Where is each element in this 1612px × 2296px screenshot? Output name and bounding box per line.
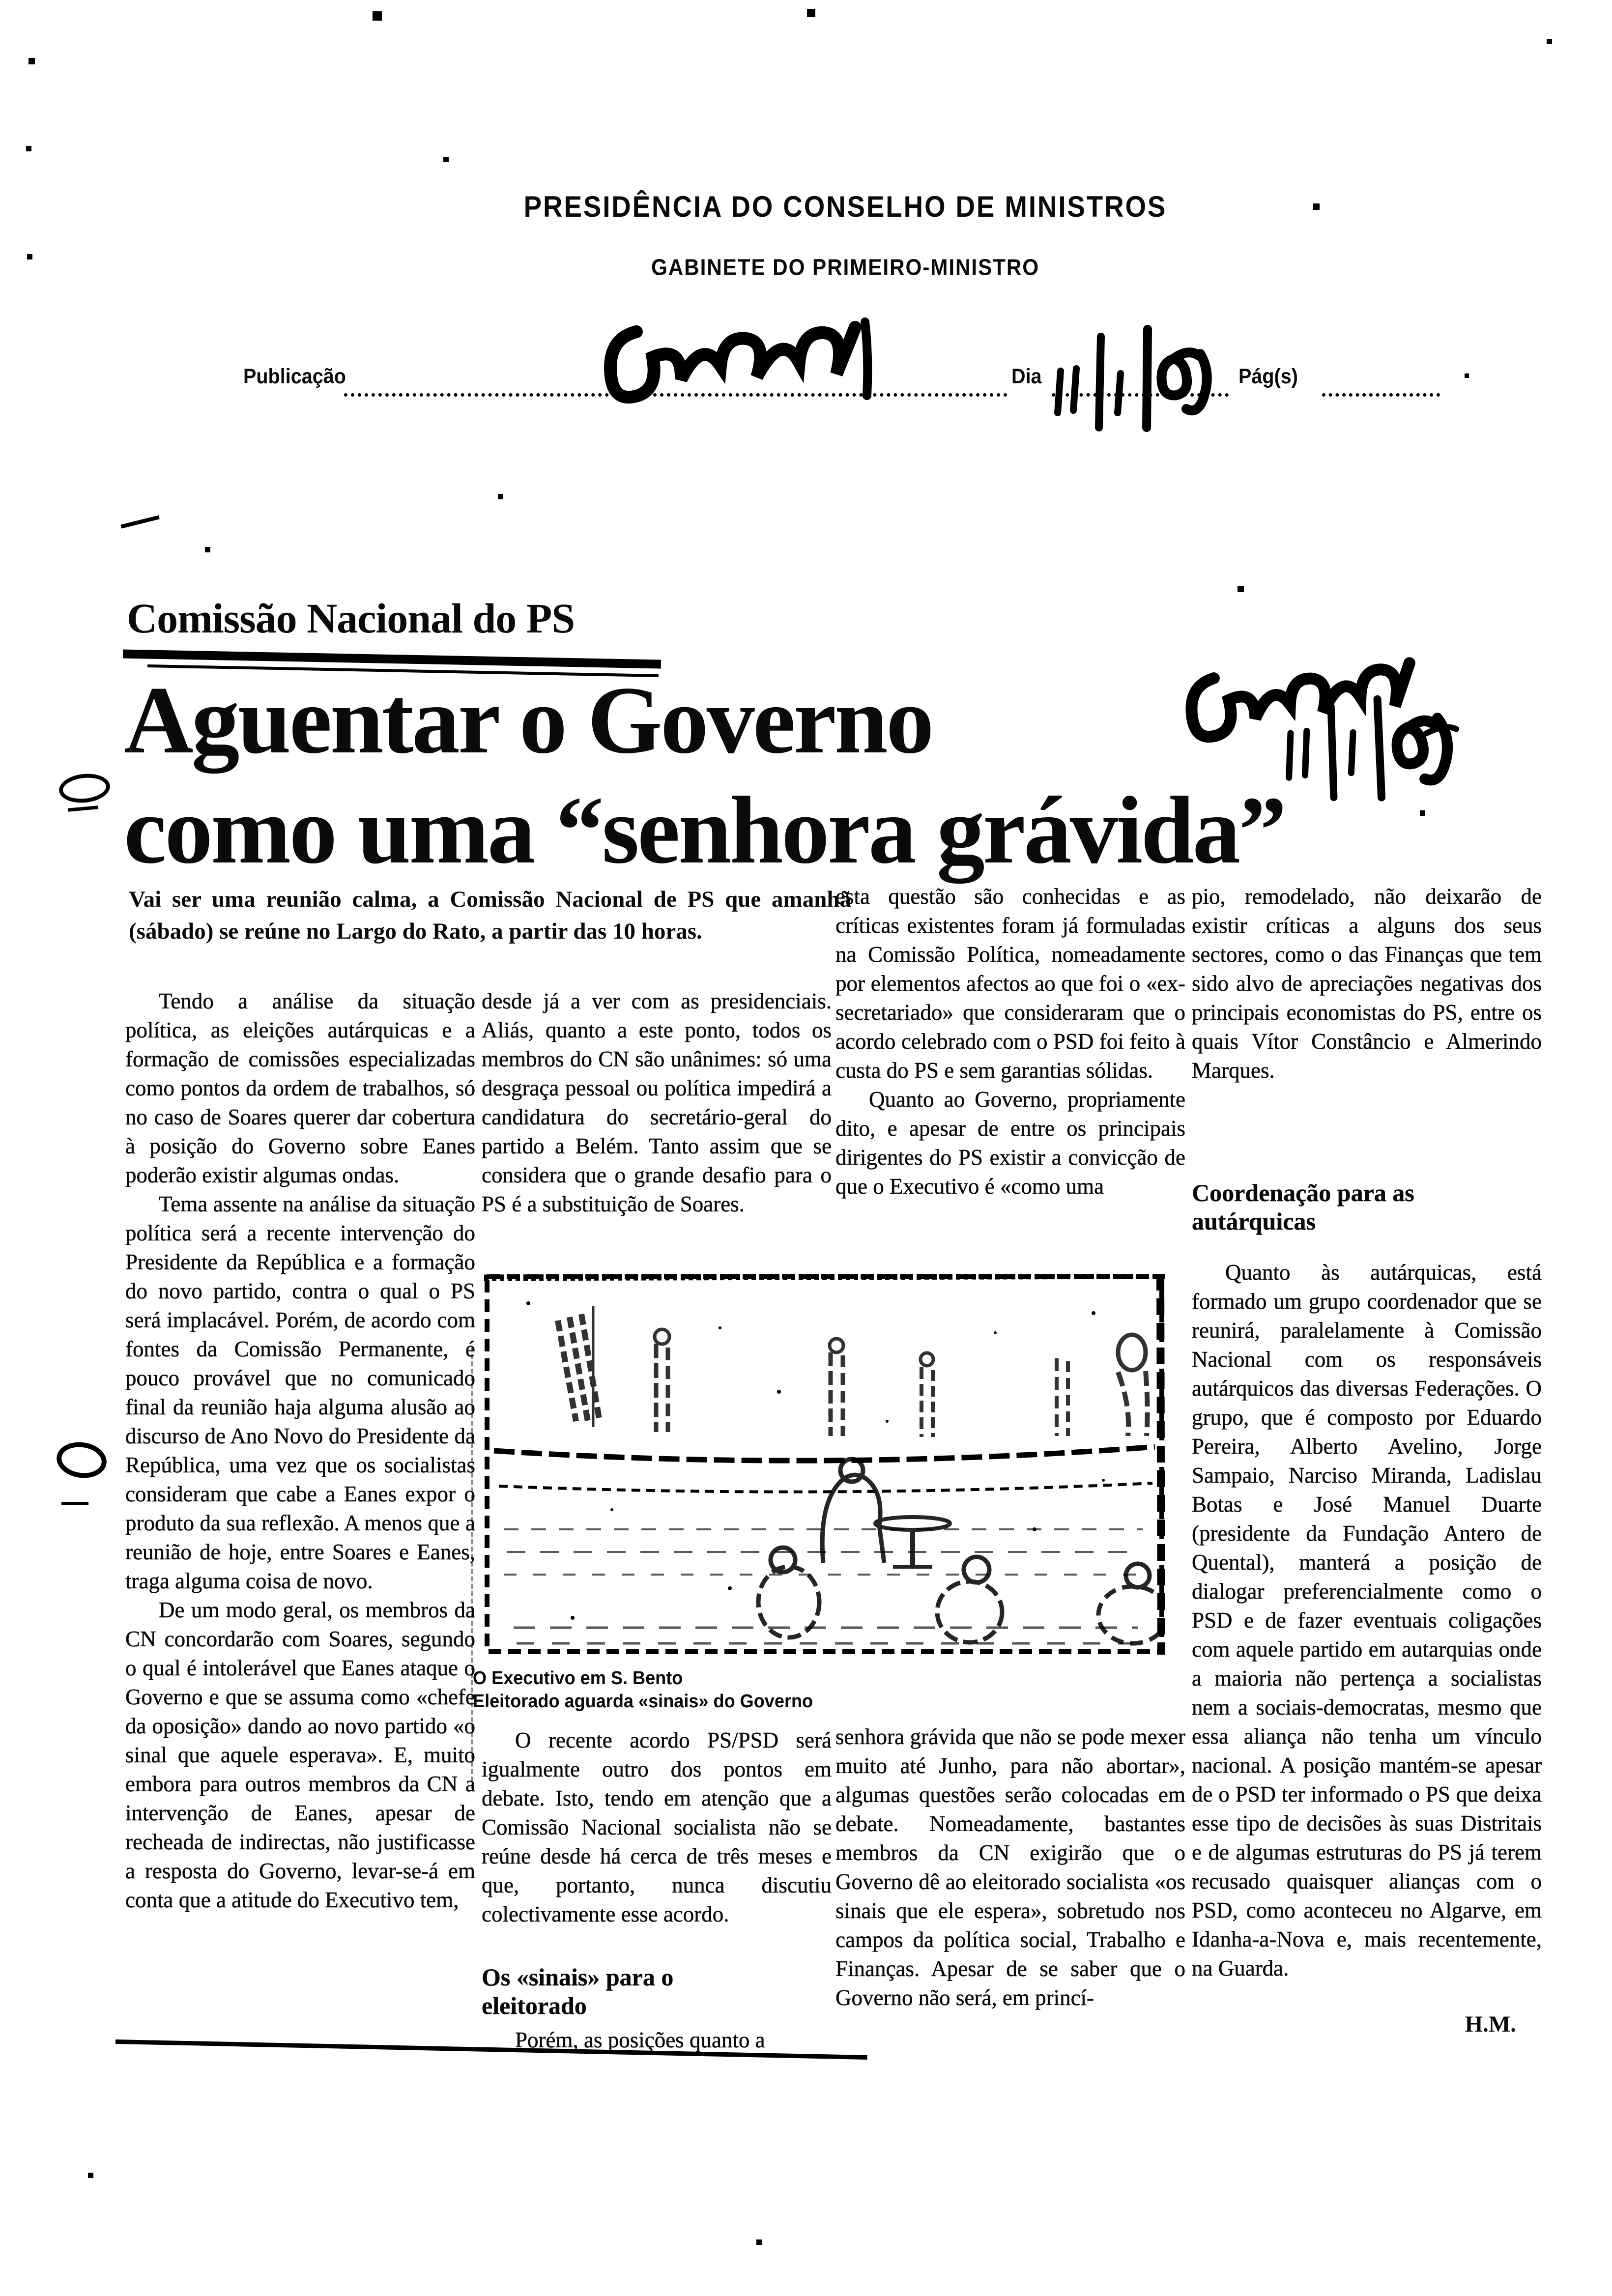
- letterhead-line1: PRESIDÊNCIA DO CONSELHO DE MINISTROS: [523, 190, 1167, 224]
- paragraph: Quanto ao Governo, propriamente dito, e apesar de entre os principais dirigentes do PS existir a convicção de que o Executivo é «como uma: [835, 1087, 1185, 1199]
- publicacao-label: Publicação: [243, 365, 346, 388]
- column-3-top: [835, 882, 1185, 1275]
- subhead-coordenacao: Coordenação para as autárquicas: [1192, 1179, 1414, 1235]
- margin-circle-mark: [54, 1439, 109, 1481]
- handwritten-publication: [590, 305, 924, 418]
- kicker: Comissão Nacional do PS: [127, 595, 575, 642]
- scan-specks: [0, 0, 2, 2]
- paragraph: esta questão são conhecidas e as críticas existentes foram já formuladas na Comissão Política, nomeadamente por elementos afectos ao que foi o «ex-secretariado» que consideraram que o acordo celebrado com o PSD foi feito à custa do PS e sem garantias sólidas.: [835, 884, 1185, 1083]
- photo-caption-sub: Eleitorado aguarda «sinais» do Governo: [473, 1691, 813, 1712]
- headline-line1: Aguentar o Governo: [124, 667, 932, 774]
- column-3-bottom: [835, 1722, 1185, 2155]
- pags-label: Pág(s): [1238, 365, 1298, 388]
- column-2-top: [482, 987, 832, 1271]
- paragraph: Porém, as posições quanto a: [515, 2028, 765, 2052]
- paragraph: De um modo geral, os membros da CN concordarão com Soares, segundo o qual é intolerável que Eanes ataque o Governo e que se assuma como «chefe da oposição» dando ao novo partido «o sinal que aquele esperava». E, muito embora para outros membros da CN a intervenção de Eanes, apesar de recheada de indirectas, não justificasse a resposta do Governo, levar-se-á em conta que a atitude do Executivo tem,: [125, 1598, 475, 1912]
- letterhead-line2: GABINETE DO PRIMEIRO-MINISTRO: [651, 254, 1040, 280]
- paragraph: Tema assente na análise da situação política será a recente intervenção do Presidente da República e a formação do novo partido, contra o qual o PS será implacável. Porém, de acordo com fontes da Comissão Permanente, é pouco provável que no comunicado final da reunião haja alguma alusão ao discurso de Ano Novo do Presidente da República, uma vez que os socialistas consideram que cabe a Eanes expor o produto da sua reflexão. A menos que a reunião de hoje, entre Soares e Eanes, traga alguma coisa de novo.: [125, 1192, 475, 1593]
- paragraph: desde já a ver com as presidenciais. Aliás, quanto a este ponto, todos os membros do CN são unânimes: só uma desgraça pessoal ou política impedirá a candidatura do secretário-geral do partido a Belém. Tanto assim que se considera que o grande desafio para o PS é a substituição de Soares.: [482, 989, 832, 1216]
- paragraph: O recente acordo PS/PSD será igualmente outro dos pontos em debate. Isto, tendo em atenção que a Comissão Nacional socialista não se reúne desde há cerca de três meses e que, portanto, nunca discutiu colectivamente esse acordo.: [482, 1728, 832, 1926]
- handwritten-date: [1042, 300, 1219, 437]
- column-1: [125, 987, 475, 1999]
- paragraph: Quanto às autárquicas, está formado um grupo coordenador que se reunirá, paralelamente à Comissão Nacional com os responsáveis autárquicos das diversas Federações. O grupo, que é composto por Eduardo Pereira, Alberto Avelino, Jorge Sampaio, Narciso Miranda, Ladislau Botas e José Manuel Duarte (presidente da Fundação Antero de Quental), manterá a posição de dialogar preferencialmente como o PSD e de fazer eventuais coligações com aquele partido em autarquias onde a maioria não pertença a socialistas nem a sociais-democratas, mesmo que essa aliança não tenha um vínculo nacional. A posição mantém-se apesar de o PSD ter informado o PS que deixa esse tipo de decisões às suas Distritais e de algumas estruturas do PS já terem recusado quaisquer alianças com o PSD, como aconteceu no Algarve, em Idanha-a-Nova e, mais recentemente, na Guarda.: [1192, 1260, 1542, 1980]
- lead-paragraph: Vai ser uma reunião calma, a Comissão Nacional de PS que amanhã (sábado) se reúne no Largo do Rato, a partir das 10 horas.: [129, 887, 851, 944]
- paragraph: Tendo a análise da situação política, as eleições autárquicas e a formação de comissões especializadas como pontos da ordem de trabalhos, só no caso de Soares querer dar cobertura à posição do Governo sobre Eanes poderão existir algumas ondas.: [125, 989, 475, 1187]
- dia-label: Dia: [1011, 365, 1042, 388]
- letterhead: [413, 191, 1278, 280]
- column-2-middle: [482, 1726, 832, 1959]
- subhead-sinais: Os «sinais» para o eleitorado: [482, 1963, 674, 2019]
- paragraph: pio, remodelado, não deixarão de existir críticas a alguns dos seus sectores, como o das Finanças que tem sido alvo de apreciações negativas dos principais economistas do PS, entre os quais Vítor Constâncio e Almerindo Marques.: [1192, 884, 1542, 1083]
- margin-circle-mark: [58, 772, 111, 805]
- stray-dash-mark: [120, 515, 160, 528]
- margin-dash-mark: [68, 805, 98, 811]
- byline: H.M.: [1465, 2011, 1516, 2037]
- headline-line2: como uma “senhora grávida”: [124, 777, 1285, 884]
- photo-caption-title: O Executivo em S. Bento: [473, 1668, 683, 1689]
- fold-artifact: [471, 1347, 473, 1789]
- column-4-bottom: [1192, 1258, 1542, 1995]
- dotted-line-pags: [1322, 393, 1440, 397]
- margin-dash-mark: [61, 1502, 88, 1505]
- photo-executive-sbento: [484, 1274, 1165, 1655]
- handwritten-annotation: [1170, 624, 1543, 821]
- column-4-top: [1192, 882, 1542, 1177]
- paragraph: senhora grávida que não se pode mexer muito até Junho, para não abortar», algumas questões serão colocadas em debate. Nomeadamente, bastantes membros da CN exigirão que o Governo dê ao eleitorado socialista «os sinais que ele espera», sobretudo nos campos da política social, Trabalho e Finanças. Apesar de se saber que o Governo não será, em princí-: [835, 1724, 1185, 2010]
- photo-caption: [473, 1667, 921, 1713]
